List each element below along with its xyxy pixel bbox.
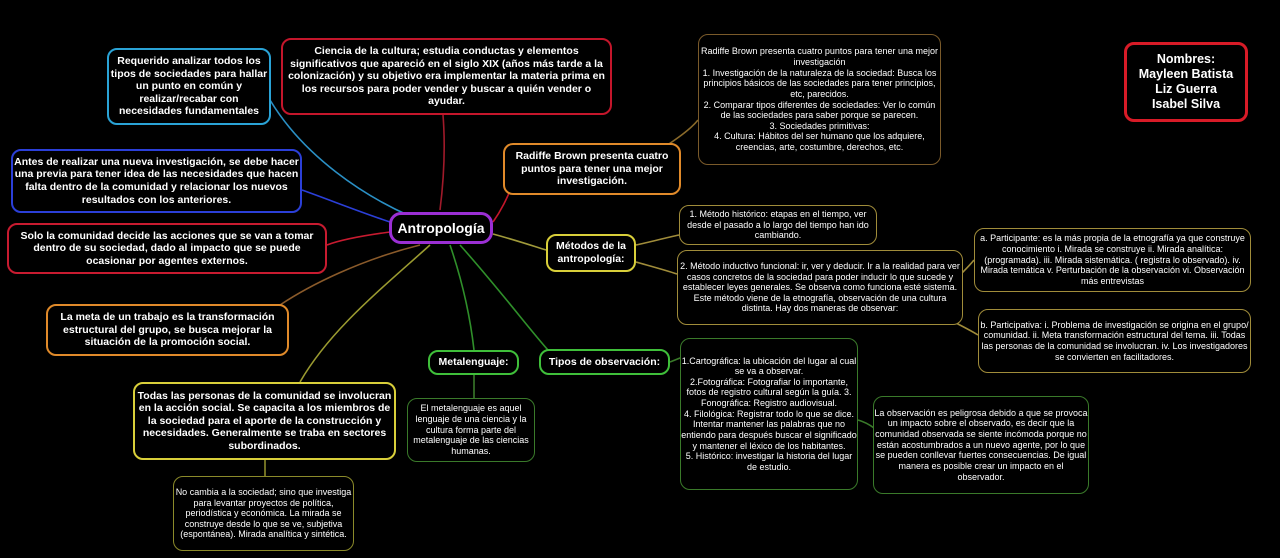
node-meta-trabajo[interactable]: La meta de un trabajo es la transformación estructural del grupo, se busca mejorar la situación de la promoción social. <box>46 304 289 356</box>
node-metalenguaje[interactable]: Metalenguaje: <box>428 350 519 375</box>
node-ciencia-cultura[interactable]: Ciencia de la cultura; estudia conductas y elementos significativos que apareció en el siglo XIX (años más tarde a la colonización) y su objetivo era implementar la materia prima en los recursos para poder vender y buscar a quién vender o ayudar. <box>281 38 612 115</box>
node-tipos-observacion-detail[interactable]: 1.Cartográfica: la ubicación del lugar al cual se va a observar. 2.Fotográfica: Fotografiar lo importante, fotos de registro cultural según la guía. 3. Fonográfica: Registro audiovisual. 4. Filológica: Registrar todo lo que se dice. Intentar mantener las palabras que no entiendo para después buscar el significado y mantener el léxico de los habitantes. 5. Histórico: investigar la historia del lugar de estudio. <box>680 338 858 490</box>
node-metodo-historico[interactable]: 1. Método histórico: etapas en el tiempo, ver desde el pasado a lo largo del tiempo han ido cambiando. <box>679 205 877 245</box>
node-solo-comunidad[interactable]: Solo la comunidad decide las acciones que se van a tomar dentro de su sociedad, dado al impacto que se puede ocasionar por agentes externos. <box>7 223 327 274</box>
node-radiffe-brown[interactable]: Radiffe Brown presenta cuatro puntos para tener una mejor investigación. <box>503 143 681 195</box>
node-no-cambia[interactable]: No cambia a la sociedad; sino que investiga para levantar proyectos de política, periodística y económica. La mirada se construye desde lo que se ve, subjetiva (espontánea). Mirada analítica y sintética. <box>173 476 354 551</box>
edge-metodos <box>493 234 546 250</box>
node-metalenguaje-detail[interactable]: El metalenguaje es aquel lenguaje de una ciencia y la cultura forma parte del metalenguaje de las ciencias humanas. <box>407 398 535 462</box>
node-observacion-participante[interactable]: a. Participante: es la más propia de la etnografía ya que construye conocimiento i. Mirada se construye ii. Mirada analítica: (programada). iii. Mirada sistemática. ( registra lo observado). iv. Mirada temática v. Perturbación de la observación vi. Observación más entrevistas <box>974 228 1251 292</box>
edge-peligrosa <box>858 420 874 428</box>
edge-antes <box>302 190 390 222</box>
node-antes-investigacion[interactable]: Antes de realizar una nueva investigación, se debe hacer una previa para tener idea de las necesidades que hacen falta dentro de la comunidad y relacionar los nuevos resultados con los anteriores. <box>11 149 302 213</box>
node-metodo-inductivo[interactable]: 2. Método inductivo funcional: ir, ver y deducir. Ir a la realidad para ver casos concretos de la sociedad para poder inducir lo que sucede y establecer leyes generales. Se observa como funciona esté sistema. Este método viene de la etnografía, observación de una cultura distinta. Hay dos maneras de observar: <box>677 250 963 325</box>
central-topic-antropologia[interactable]: Antropología <box>389 212 493 244</box>
edge-solo <box>327 232 390 245</box>
authors-box: Nombres: Mayleen Batista Liz Guerra Isabel Silva <box>1124 42 1248 122</box>
edge-ciencia <box>440 115 444 210</box>
edge-metalenguaje <box>450 245 474 350</box>
node-requerido[interactable]: Requerido analizar todos los tipos de sociedades para hallar un punto en común y realizar/recabar con necesidades fundamentales <box>107 48 271 125</box>
node-radiffe-detail[interactable]: Radiffe Brown presenta cuatro puntos para tener una mejor investigación 1. Investigación de la naturaleza de la sociedad: Busca los principios básicos de las sociedades para tener principios, etc, parecidos. 2. Comparar tipos diferentes de sociedades: Ver lo común de las sociedades para saber porque se parecen. 3. Sociedades primitivas: 4. Cultura: Hábitos del ser humano que los adquiere, creencias, arte, costumbre, derechos, etc. <box>698 34 941 165</box>
node-metodos[interactable]: Métodos de la antropología: <box>546 234 636 272</box>
node-observacion-peligrosa[interactable]: La observación es peligrosa debido a que se provoca un impacto sobre el observado, es decir que la comunidad observada se siente incómoda porque no están acostumbrados a un nuevo agente, por lo que se pueden conllevar fuertes consecuencias. De igual manera es posible crear un impacto en el observador. <box>873 396 1089 494</box>
edge-historico <box>636 235 679 245</box>
edge-observacion <box>460 245 548 350</box>
node-observacion-participativa[interactable]: b. Participativa: i. Problema de investigación se origina en el grupo/ comunidad. ii. Meta transformación estructural del tema. iii. Todas las personas de la comunidad se involucran. iv. Los investigadores se convierten en facilitadores. <box>978 309 1251 373</box>
node-todas-personas[interactable]: Todas las personas de la comunidad se involucran en la acción social. Se capacita a los miembros de la sociedad para el aporte de la construcción y necesidades. Generalmente se traba en sectores subordinados. <box>133 382 396 460</box>
node-tipos-observacion[interactable]: Tipos de observación: <box>539 349 670 375</box>
edge-inductivo <box>636 262 677 274</box>
